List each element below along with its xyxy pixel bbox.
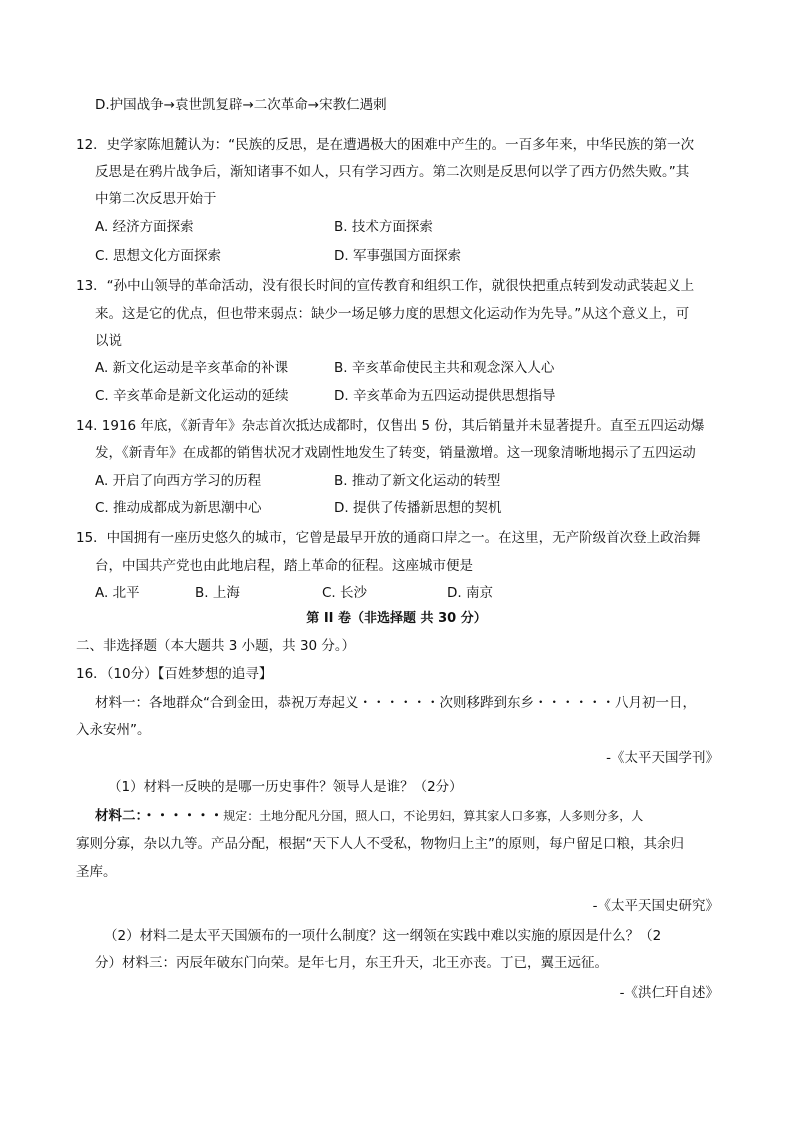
q16-material2-first: 规定：土地分配凡分国，照人口，不论男妇，算其家人口多寡，人多则分多，人 xyxy=(223,809,644,823)
q16-material1-line-1: 材料一：各地群众“合到金田，恭祝万寿起义・・・・・・次则移跸到东乡・・・・・・八月初一日， xyxy=(95,695,696,711)
q16-material2-line-3: 圣库。 xyxy=(76,864,117,880)
q14-option-d: D. 提供了传播新思想的契机 xyxy=(334,500,502,516)
q13-option-c: C. 辛亥革命是新文化运动的延续 xyxy=(95,388,289,404)
q14-stem-line-2: 发，《新青年》在成都的销售状况才戏剧性地发生了转变，销量激增。这一现象清晰地揭示了五四运动 xyxy=(95,445,696,461)
q12-option-d: D. 军事强国方面探索 xyxy=(334,248,461,264)
q14-option-b: B. 推动了新文化运动的转型 xyxy=(334,473,501,489)
q12-stem-line-2: 反思是在鸦片战争后，渐知诸事不如人，只有学习西方。第二次则是反思何以学了西方仍然失败。”其 xyxy=(95,164,690,180)
q12-option-c: C. 思想文化方面探索 xyxy=(95,248,222,264)
q16-header: 16．（10分）【百姓梦想的追寻】 xyxy=(76,666,273,682)
section-ii-title: 第 II 卷（非选择题 共 30 分） xyxy=(306,611,487,626)
q12-stem-line-1: 12．史学家陈旭麓认为：“民族的反思，是在遭遇极大的困难中产生的。一百多年来，中华民族的第一次 xyxy=(76,137,695,153)
q12-option-b: B. 技术方面探索 xyxy=(334,219,433,235)
q15-stem-line-2: 台，中国共产党也由此地启程，踏上革命的征程。这座城市便是 xyxy=(95,558,473,574)
q16-material1-source: -《太平天国学刊》 xyxy=(606,750,719,766)
q15-option-b: B. 上海 xyxy=(195,585,240,601)
q15-option-c: C. 长沙 xyxy=(322,585,368,601)
q14-option-c: C. 推动成都成为新思潮中心 xyxy=(95,500,262,516)
q13-option-b: B. 辛亥革命使民主共和观念深入人心 xyxy=(334,360,555,376)
q16-material3-source: -《洪仁玕自述》 xyxy=(619,985,719,1001)
q14-stem-line-1: 14. 1916 年底，《新青年》杂志首次抵达成都时，仅售出 5 份，其后销量并未显著提升。直至五四运动爆 xyxy=(76,418,705,434)
q14-option-a: A. 开启了向西方学习的历程 xyxy=(95,473,262,489)
section-ii-instruction: 二、非选择题（本大题共 3 小题，共 30 分。） xyxy=(76,638,356,654)
q15-option-a: A. 北平 xyxy=(95,585,140,601)
q11-option-d: D.护国战争→袁世凯复辟→二次革命→宋教仁遇刺 xyxy=(95,97,387,113)
q13-stem-line-1: 13．“孙中山领导的革命活动，没有很长时间的宣传教育和组织工作，就很快把重点转到发动武装起义上 xyxy=(76,278,695,294)
q12-option-a: A. 经济方面探索 xyxy=(95,219,194,235)
q16-material2-line-2: 寡则分寡，杂以九等。产品分配，根据“天下人人不受私，物物归上主”的原则，每户留足口粮，其余归 xyxy=(76,836,684,852)
q16-question-2-line-2: 分）材料三：丙辰年破东门向荣。是年七月，东王升天，北王亦丧。丁已，翼王远征。 xyxy=(95,955,608,971)
q16-material1-line-2: 入永安州”。 xyxy=(76,722,151,738)
q16-material2-label: 材料二：・・・・・・ xyxy=(95,808,224,824)
q13-stem-line-3: 以说 xyxy=(95,333,122,349)
q13-option-a: A. 新文化运动是辛亥革命的补课 xyxy=(95,360,289,376)
q13-option-d: D. 辛亥革命为五四运动提供思想指导 xyxy=(334,388,556,404)
q15-option-d: D. 南京 xyxy=(447,585,493,601)
q16-question-1: （1）材料一反映的是哪一历史事件？领导人是谁？（2分） xyxy=(108,779,463,795)
q16-material2-source: -《太平天国史研究》 xyxy=(592,898,719,914)
q12-stem-line-3: 中第二次反思开始于 xyxy=(95,191,217,207)
q15-stem-line-1: 15．中国拥有一座历史悠久的城市，它曾是最早开放的通商口岸之一。在这里，无产阶级首次登上政治舞 xyxy=(76,530,701,546)
q16-material2-line-1 xyxy=(95,806,643,826)
q16-question-2-line-1: （2）材料二是太平天国颁布的一项什么制度？这一纲领在实践中难以实施的原因是什么？（2 xyxy=(104,928,662,944)
q13-stem-line-2: 来。这是它的优点，但也带来弱点：缺少一场足够力度的思想文化运动作为先导。”从这个意义上，可 xyxy=(95,306,690,322)
